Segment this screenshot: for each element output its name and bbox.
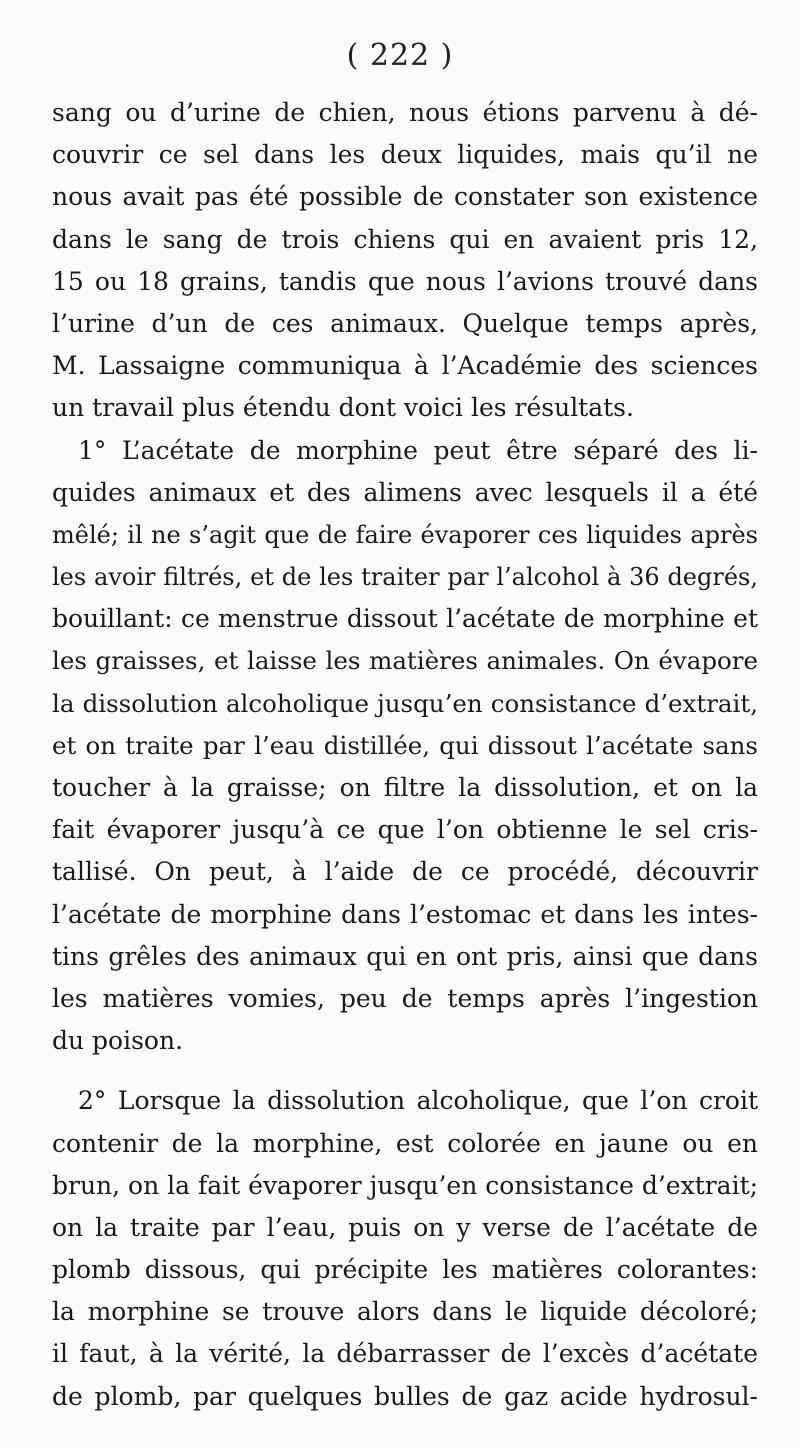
- text-line: sang ou d’urine de chien, nous étions parvenu à dé-: [52, 98, 758, 127]
- text-line: les avoir filtrés, et de les traiter par l’alcohol à 36 degrés,: [52, 563, 758, 592]
- text-line: la dissolution alcoholique jusqu’en consistance d’extrait,: [52, 688, 758, 718]
- text-line: l’acétate de morphine dans l’estomac et dans les intes-: [52, 899, 758, 929]
- text-line: toucher à la graisse; on filtre la dissolution, et on la: [52, 773, 758, 802]
- text-line: mêlé; il ne s’agit que de faire évaporer ces liquides après: [52, 520, 758, 549]
- text-line: quides animaux et des alimens avec lesquels il a été: [52, 477, 758, 507]
- text-line: M. Lassaigne communiqua à l’Académie des sciences: [52, 351, 758, 381]
- paragraph-gap: [52, 1062, 758, 1080]
- text-line: dans le sang de trois chiens qui en avaient pris 12,: [52, 224, 758, 254]
- text-line: bouillant: ce menstrue dissout l’acétate de morphine et: [52, 604, 758, 634]
- text-line: de plomb, par quelques bulles de gaz acide hydrosul-: [52, 1381, 758, 1411]
- text-line: les graisses, et laisse les matières animales. On évapore: [52, 646, 758, 676]
- text-line: 2° Lorsque la dissolution alcoholique, que l’on croit: [78, 1086, 758, 1116]
- text-line: l’urine d’un de ces animaux. Quelque temps après,: [52, 308, 758, 338]
- text-line: tins grêles des animaux qui en ont pris, ainsi que dans: [52, 941, 758, 971]
- text-line: du poison.: [52, 1026, 184, 1056]
- text-line: et on traite par l’eau distillée, qui dissout l’acétate sans: [52, 730, 758, 760]
- text-line: 15 ou 18 grains, tandis que nous l’avions trouvé dans: [52, 266, 758, 296]
- text-line: couvrir ce sel dans les deux liquides, mais qu’il ne: [52, 140, 758, 170]
- text-line: contenir de la morphine, est colorée en jaune ou en: [52, 1128, 758, 1158]
- text-line: la morphine se trouve alors dans le liquide décoloré;: [52, 1297, 758, 1327]
- text-line: tallisé. On peut, à l’aide de ce procédé, découvrir: [52, 857, 758, 887]
- text-line: plomb dissous, qui précipite les matières colorantes:: [52, 1255, 758, 1285]
- page-number: ( 222 ): [346, 38, 454, 73]
- text-line: 1° L’acétate de morphine peut être séparé des li-: [78, 435, 758, 465]
- text-line: on la traite par l’eau, puis on y verse de l’acétate de: [52, 1212, 758, 1242]
- text-line: fait évaporer jusqu’à ce que l’on obtienne le sel cris-: [52, 815, 758, 845]
- text-line: nous avait pas été possible de constater son existence: [52, 182, 758, 212]
- body-text: [52, 92, 758, 1418]
- text-line: les matières vomies, peu de temps après l’ingestion: [52, 983, 758, 1013]
- text-line: il faut, à la vérité, la débarrasser de l’excès d’acétate: [52, 1339, 758, 1369]
- text-line: brun, on la fait évaporer jusqu’en consistance d’extrait;: [52, 1170, 759, 1200]
- text-line: un travail plus étendu dont voici les résultats.: [52, 393, 634, 423]
